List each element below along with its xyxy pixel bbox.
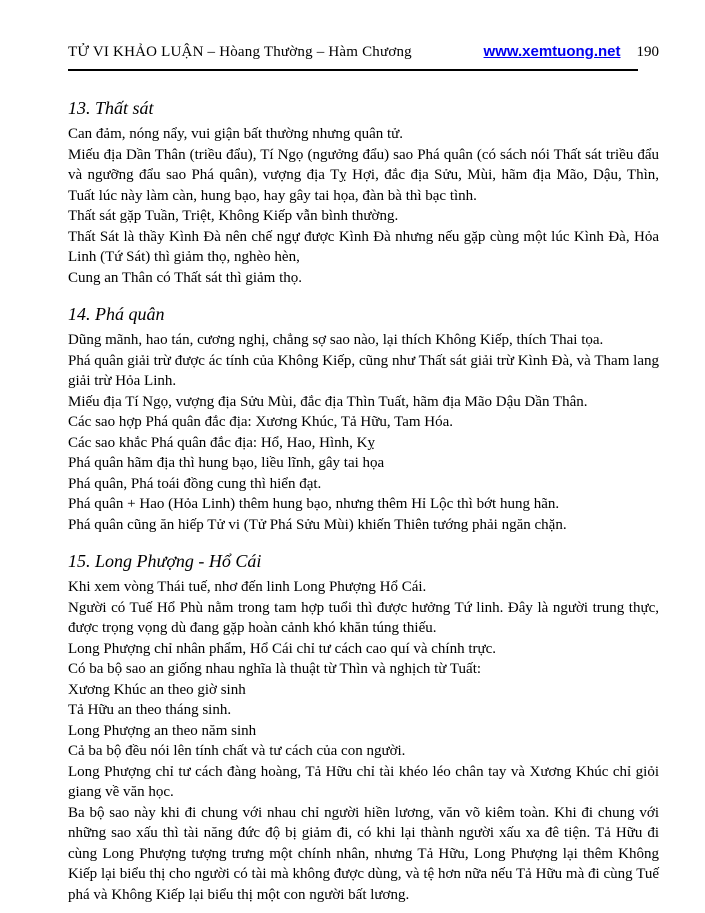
body-paragraph: Có ba bộ sao an giống nhau nghĩa là thuật từ Thìn và nghịch từ Tuất: [68, 661, 482, 677]
body-paragraph: Miếu địa Dần Thân (triều đẩu), Tí Ngọ (ngưởng đẩu) sao Phá quân (có sách nói Thất sát triều đẩu và ngưỡng đẩu sao Phá quân), vượng địa Tỵ Hợi, đắc địa Sửu, Mùi, hãm địa Mão, Dậu, Thìn, Tuất lúc này làm càn, hung bạo, hay gây tai họa, đàn bà thì bạc tình. [68, 146, 659, 204]
body-paragraph: Long Phượng chỉ nhân phẩm, Hổ Cái chỉ tư cách cao quí và chính trực. [68, 640, 497, 657]
body-paragraph: Thất Sát là thầy Kình Đà nên chế ngự được Kình Đà nhưng nếu gặp cùng một lúc Kình Đà, Hỏa Linh (Tứ Sát) thì giảm thọ, nghèo hèn, [68, 228, 659, 265]
body-paragraph: Các sao hợp Phá quân đắc địa: Xương Khúc, Tả Hữu, Tam Hóa. [68, 414, 454, 430]
body-paragraph: Can đảm, nóng nẩy, vui giận bất thường nhưng quân tử. [68, 126, 404, 142]
body-paragraph: Phá quân cũng ăn hiếp Tử vi (Tử Phá Sửu Mùi) khiến Thiên tướng phải ngăn chặn. [68, 516, 567, 533]
body-paragraph: Khi xem vòng Thái tuế, nhơ đến linh Long Phượng Hổ Cái. [68, 579, 427, 595]
body-paragraph: Long Phượng chỉ tư cách đàng hoàng, Tả Hữu chỉ tài khéo léo chân tay và Xương Khúc chỉ giỏi giang về văn học. [68, 763, 659, 800]
page-content [68, 97, 659, 905]
body-paragraph: Phá quân, Phá toái đồng cung thì hiển đạt. [68, 475, 322, 492]
body-paragraph: Các sao khắc Phá quân đắc địa: Hổ, Hao, Hình, Kỵ [68, 434, 376, 451]
page-number: 190 [636, 44, 659, 60]
section-heading: 15. Long Phượng - Hổ Cái [68, 551, 262, 571]
body-paragraph: Xương Khúc an theo giờ sinh [68, 681, 246, 698]
body-paragraph: Người có Tuế Hổ Phù nằm trong tam hợp tuổi thì được hưởng Tứ linh. Đây là người trung thực, được trọng vọng dù đang gặp hoàn cảnh khó khăn túng thiếu. [68, 599, 659, 636]
section-long-phuong-ho-cai [68, 550, 659, 905]
section-pha-quan [68, 303, 659, 535]
section-heading: 14. Phá quân [68, 304, 165, 324]
body-paragraph: Long Phượng an theo năm sinh [68, 722, 257, 739]
page-header [68, 42, 659, 62]
body-paragraph: Dũng mãnh, hao tán, cương nghị, chẳng sợ sao nào, lại thích Không Kiếp, thích Thai tọa. [68, 332, 604, 348]
header-right-group [484, 42, 659, 62]
body-paragraph: Cả ba bộ đều nói lên tính chất và tư cách của con người. [68, 743, 406, 759]
book-title: TỬ VI KHẢO LUẬN – Hòang Thường – Hàm Chương [68, 44, 412, 60]
body-paragraph: Phá quân + Hao (Hỏa Linh) thêm hung bạo, nhưng thêm Hỉ Lộc thì bớt hung hãn. [68, 496, 560, 512]
body-paragraph: Thất sát gặp Tuần, Triệt, Không Kiếp vẫn bình thường. [68, 208, 399, 224]
body-paragraph: Phá quân hãm địa thì hung bạo, liều lĩnh, gây tai họa [68, 455, 385, 471]
body-paragraph: Ba bộ sao này khi đi chung với nhau chỉ người hiền lương, văn võ kiêm toàn. Khi đi chung với những sao xấu thì tài năng đức độ bị giảm đi, có khi lại thành người xấu xa đê tiện. Tả Hữu đi cùng Long Phượng tượng trưng một chính nhân, nhưng Tả Hữu, Long Phượng lại thêm Không Kiếp lại biểu thị cho người có tài mà không được dùng, và tệ hơn nữa nếu Tả Hữu mà đi cùng Tuế phá và Không Kiếp lại biểu thị một con người bất lương. [68, 804, 659, 903]
body-paragraph: Phá quân giải trừ được ác tính của Không Kiếp, cũng như Thất sát giải trừ Kình Đà, và Tham lang giải trừ Hỏa Linh. [68, 352, 659, 389]
body-paragraph: Miếu địa Tí Ngọ, vượng địa Sửu Mùi, đắc địa Thìn Tuất, hãm địa Mão Dậu Dần Thân. [68, 393, 588, 410]
header-rule [68, 69, 638, 71]
website-link[interactable]: www.xemtuong.net [483, 43, 621, 60]
body-paragraph: Cung an Thân có Thất sát thì giảm thọ. [68, 269, 302, 286]
section-that-sat [68, 97, 659, 288]
section-heading: 13. Thất sát [68, 98, 154, 118]
body-paragraph: Tả Hữu an theo tháng sinh. [68, 702, 232, 718]
